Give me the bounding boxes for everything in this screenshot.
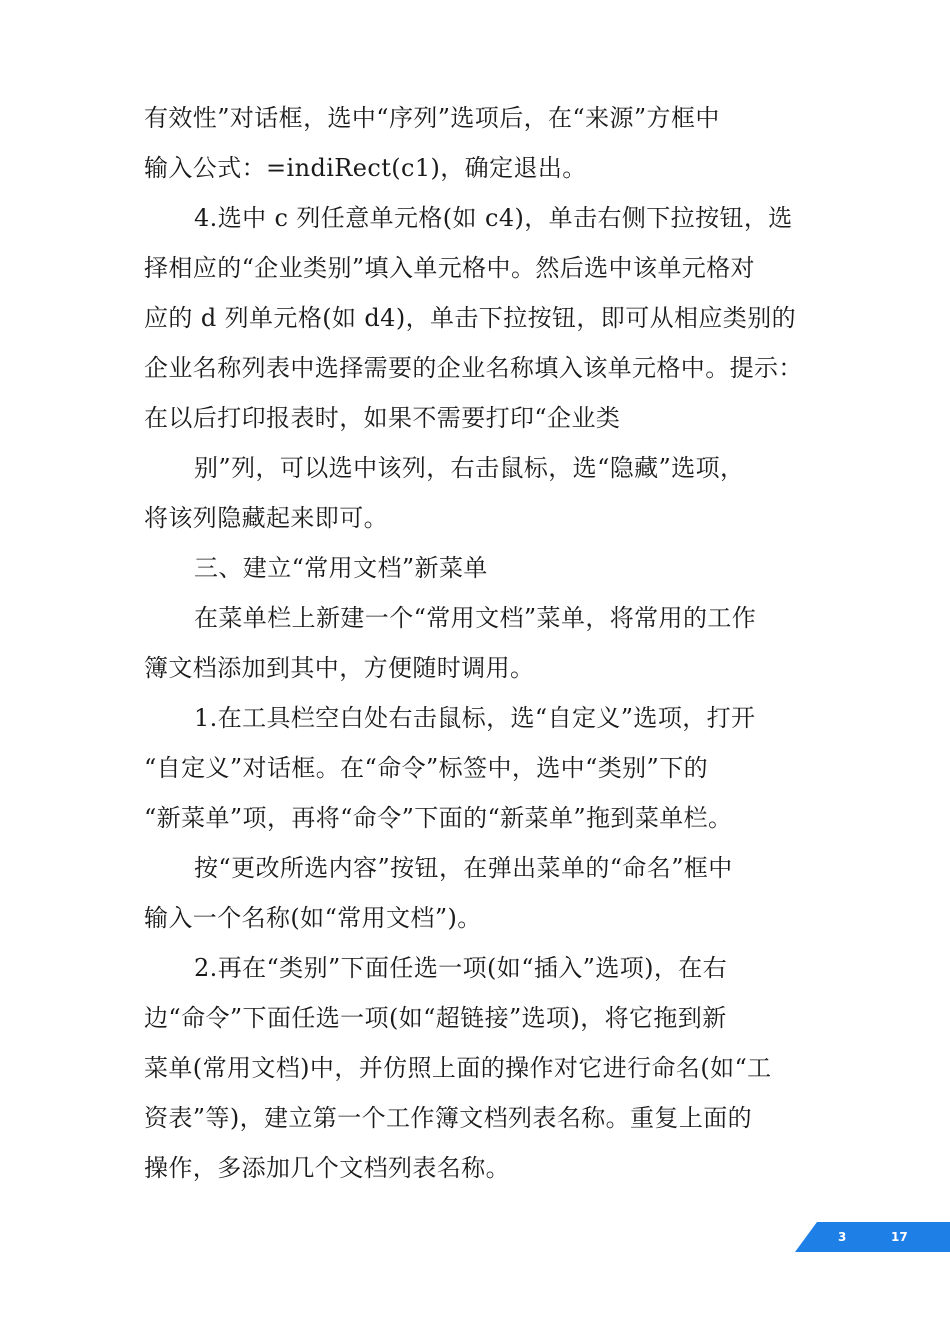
- text-line: 1.在工具栏空白处右击鼠标，选“自定义”选项，打开: [194, 704, 756, 732]
- text-line: 簿文档添加到其中，方便随时调用。: [144, 654, 535, 682]
- text-line: 三、建立“常用文档”新菜单: [194, 554, 488, 582]
- text-line: “自定义”对话框。在“命令”标签中，选中“类别”下的: [144, 754, 709, 782]
- text-line: 有效性”对话框，选中“序列”选项后，在“来源”方框中: [144, 104, 720, 132]
- text-line: 资表”等)，建立第一个工作簿文档列表名称。重复上面的: [144, 1104, 753, 1132]
- text-line: 应的 d 列单元格(如 d4)，单击下拉按钮，即可从相应类别的: [144, 304, 797, 332]
- text-line: 在以后打印报表时，如果不需要打印“企业类: [144, 404, 621, 432]
- page-indicator-band: [795, 1222, 950, 1252]
- text-line: 边“命令”下面任选一项(如“超链接”选项)，将它拖到新: [144, 1004, 727, 1032]
- text-line: 输入一个名称(如“常用文档”)。: [144, 904, 482, 932]
- text-line: 操作，多添加几个文档列表名称。: [144, 1154, 510, 1182]
- text-line: 4.选中 c 列任意单元格(如 c4)，单击右侧下拉按钮，选: [194, 204, 793, 232]
- text-line: 菜单(常用文档)中，并仿照上面的操作对它进行命名(如“工: [144, 1054, 772, 1082]
- text-line: 择相应的“企业类别”填入单元格中。然后选中该单元格对: [144, 254, 755, 282]
- current-page-number: 3: [838, 1230, 847, 1244]
- text-line: 将该列隐藏起来即可。: [144, 504, 388, 532]
- page-indicator: [795, 1222, 950, 1252]
- text-line: 按“更改所选内容”按钮，在弹出菜单的“命名”框中: [194, 854, 733, 882]
- text-line: 在菜单栏上新建一个“常用文档”菜单，将常用的工作: [194, 604, 757, 632]
- text-line: 2.再在“类别”下面任选一项(如“插入”选项)，在右: [194, 954, 728, 982]
- text-line: 企业名称列表中选择需要的企业名称填入该单元格中。提示：: [144, 354, 803, 382]
- page-indicator-background: [795, 1222, 950, 1252]
- text-line: 别”列，可以选中该列，右击鼠标，选“隐藏”选项，: [194, 454, 745, 482]
- document-body: [144, 93, 824, 1193]
- text-line: 输入公式：=indiRect(c1)，确定退出。: [144, 154, 587, 182]
- text-line: “新菜单”项，再将“命令”下面的“新菜单”拖到菜单栏。: [144, 804, 733, 832]
- total-pages-number: 17: [891, 1230, 908, 1244]
